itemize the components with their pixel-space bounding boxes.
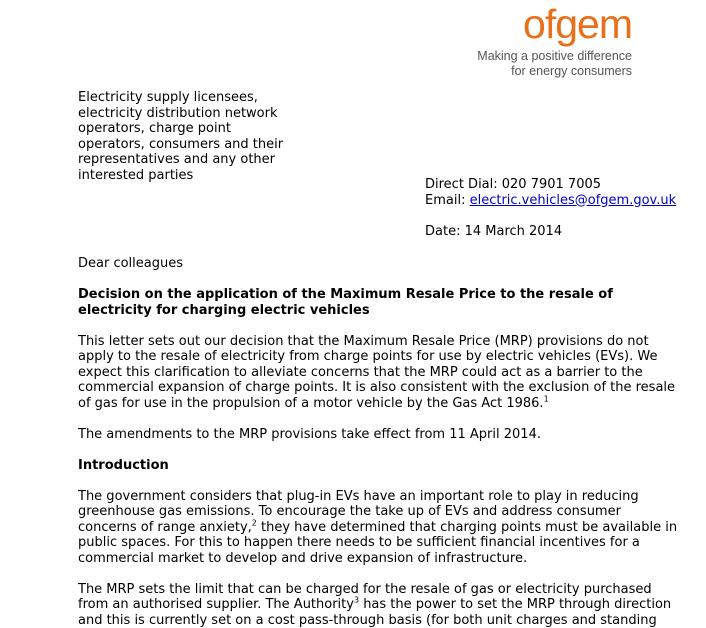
introduction-heading: Introduction bbox=[78, 458, 658, 474]
paragraph-introduction bbox=[78, 489, 658, 567]
subject-heading bbox=[78, 287, 658, 318]
footnote-ref-1[interactable]: 1 bbox=[544, 394, 549, 403]
paragraph-line-text: concerns of range anxiety, bbox=[78, 520, 252, 535]
subject-line: electricity for charging electric vehicles bbox=[78, 303, 658, 319]
letter-body bbox=[78, 256, 658, 628]
tagline-line: Making a positive difference bbox=[477, 49, 632, 64]
paragraph-line: and this is currently set on a cost pass-through basis (for both unit charges and standing bbox=[78, 613, 658, 628]
direct-dial: Direct Dial: 020 7901 7005 bbox=[425, 177, 676, 193]
paragraph-decision bbox=[78, 334, 658, 412]
logo-tagline bbox=[477, 49, 632, 79]
paragraph-line: expect this clarification to alleviate concerns that the MRP could act as a barrier to the bbox=[78, 365, 658, 381]
ofgem-logo bbox=[477, 2, 632, 79]
email-label: Email: bbox=[425, 193, 470, 208]
addressee-line: electricity distribution network bbox=[78, 106, 308, 122]
salutation: Dear colleagues bbox=[78, 256, 658, 272]
paragraph-line: commercial expansion of charge points. It is also consistent with the exclusion of the resale bbox=[78, 380, 658, 396]
paragraph-line: public spaces. For this to happen there needs to be sufficient financial incentives for a bbox=[78, 535, 658, 551]
paragraph-line: The government considers that plug-in EVs have an important role to play in reducing bbox=[78, 489, 658, 505]
paragraph-line bbox=[78, 520, 658, 536]
email-line bbox=[425, 193, 676, 209]
addressee-block bbox=[78, 90, 308, 183]
footnote-ref-2[interactable]: 2 bbox=[252, 518, 257, 527]
email-link[interactable]: electric.vehicles@ofgem.gov.uk bbox=[470, 193, 677, 208]
addressee-line: operators, charge point bbox=[78, 121, 308, 137]
letter-date: Date: 14 March 2014 bbox=[425, 224, 676, 240]
paragraph-line: apply to the resale of electricity from charge points for use by electric vehicles (EVs). We bbox=[78, 349, 658, 365]
logo-wordmark: ofgem bbox=[477, 2, 632, 46]
addressee-line: Electricity supply licensees, bbox=[78, 90, 308, 106]
tagline-line: for energy consumers bbox=[477, 64, 632, 79]
paragraph-mrp bbox=[78, 582, 658, 628]
addressee-line: representatives and any other bbox=[78, 152, 308, 168]
paragraph-line bbox=[78, 396, 658, 412]
footnote-ref-3[interactable]: 3 bbox=[354, 596, 359, 605]
paragraph-line: greenhouse gas emissions. To encourage the take up of EVs and address consumer bbox=[78, 504, 658, 520]
paragraph-line: This letter sets out our decision that the Maximum Resale Price (MRP) provisions do not bbox=[78, 334, 658, 350]
paragraph-line-text: from an authorised supplier. The Authority bbox=[78, 597, 354, 612]
addressee-line: interested parties bbox=[78, 168, 308, 184]
addressee-line: operators, consumers and their bbox=[78, 137, 308, 153]
paragraph-line bbox=[78, 597, 658, 613]
paragraph-line: The MRP sets the limit that can be charged for the resale of gas or electricity purchased bbox=[78, 582, 658, 598]
contact-block bbox=[425, 177, 676, 239]
paragraph-line-text: has the power to set the MRP through direction bbox=[359, 597, 671, 612]
paragraph-line-text: of gas for use in the propulsion of a motor vehicle by the Gas Act 1986. bbox=[78, 396, 544, 411]
paragraph-line-text: they have determined that charging points must be available in bbox=[257, 520, 677, 535]
subject-line: Decision on the application of the Maximum Resale Price to the resale of bbox=[78, 287, 658, 303]
paragraph-line: commercial market to develop and drive expansion of infrastructure. bbox=[78, 551, 658, 567]
paragraph-amendments: The amendments to the MRP provisions take effect from 11 April 2014. bbox=[78, 427, 658, 443]
